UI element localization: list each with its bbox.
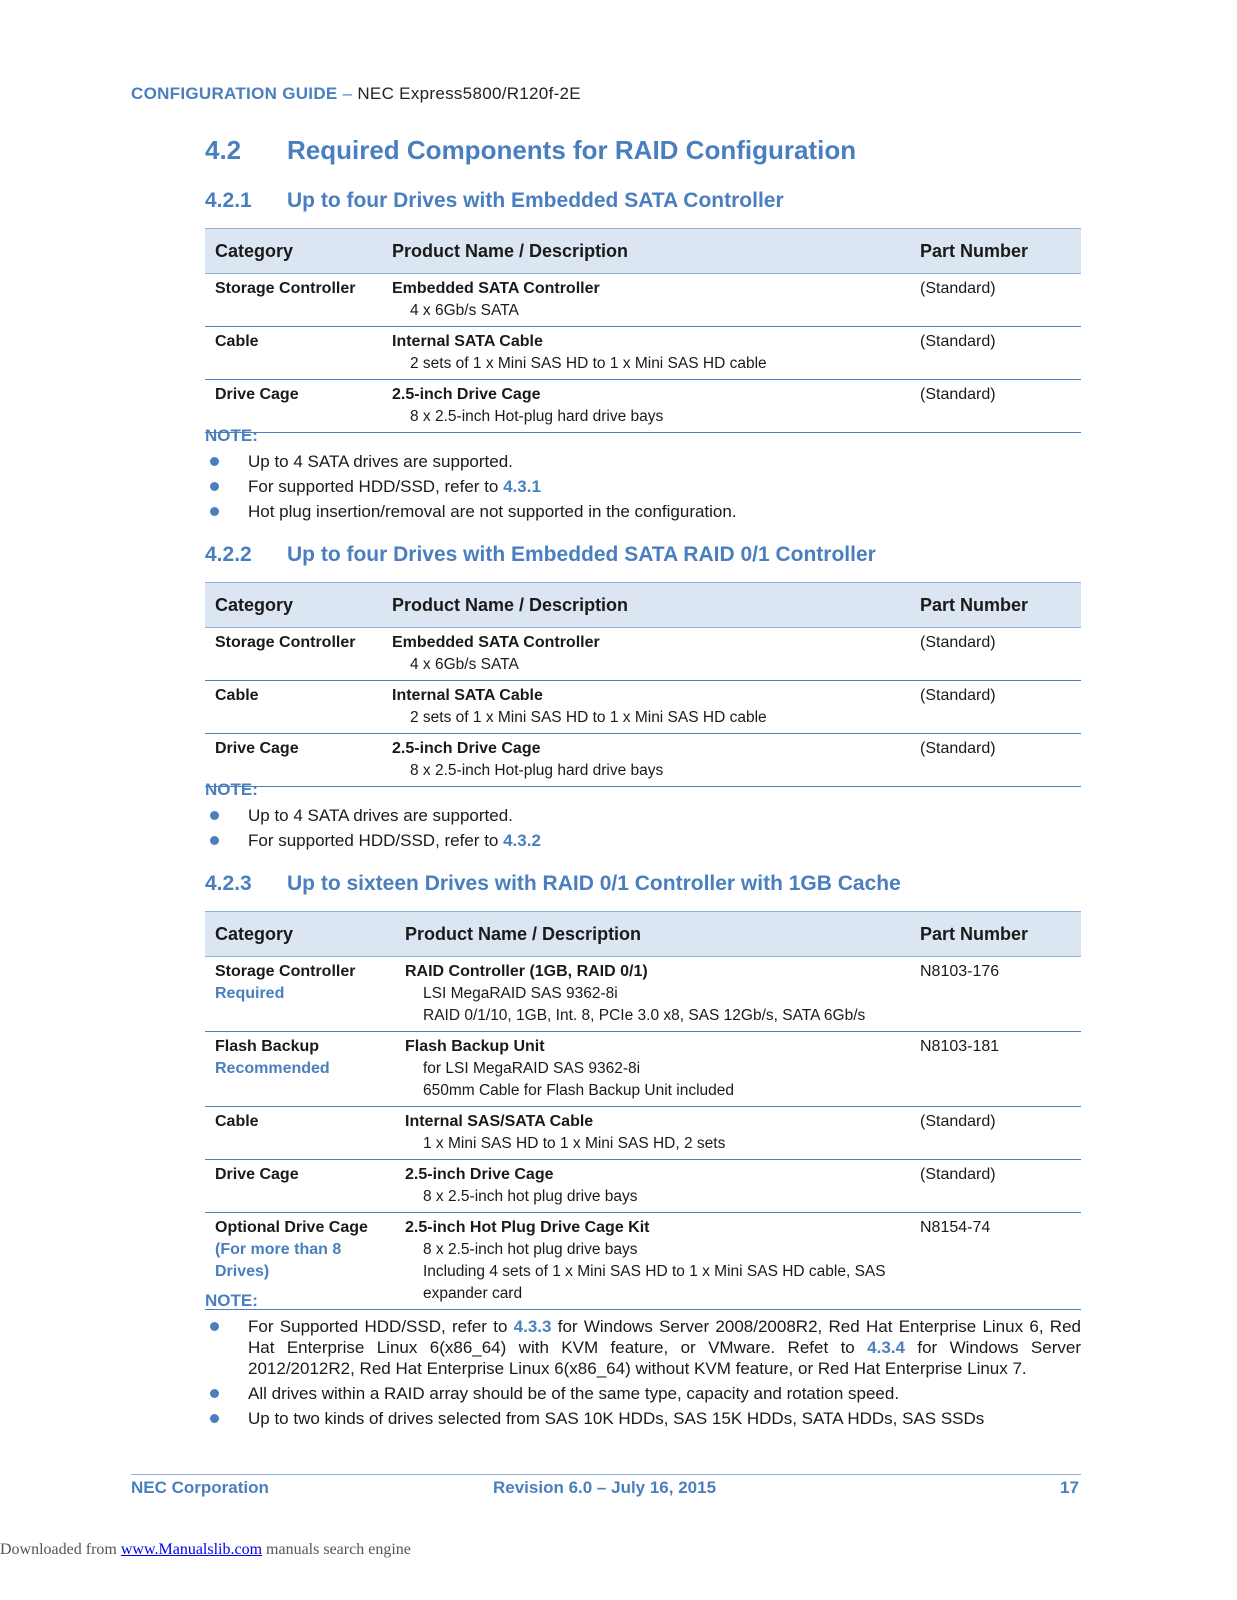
row-part-number: (Standard) <box>910 327 1081 380</box>
row-product <box>382 628 910 681</box>
product-title: 2.5-inch Drive Cage <box>392 386 541 403</box>
bullet-icon <box>210 811 219 820</box>
bullet-icon <box>210 1414 219 1423</box>
row-part-number: (Standard) <box>910 1160 1081 1213</box>
list-item: For supported HDD/SSD, refer to 4.3.1 <box>205 476 1081 497</box>
bullet-icon <box>210 1389 219 1398</box>
section-number: 4.2 <box>205 135 242 165</box>
list-item: Up to two kinds of drives selected from SAS 10K HDDs, SAS 15K HDDs, SATA HDDs, SAS SSDs <box>205 1408 1081 1429</box>
section-ref-link[interactable]: 4.3.4 <box>867 1338 905 1357</box>
header-dash: – <box>337 84 358 103</box>
subsection-heading-422 <box>205 543 876 567</box>
row-part-number: (Standard) <box>910 380 1081 433</box>
product-desc: 4 x 6Gb/s SATA <box>410 302 519 319</box>
table-row <box>205 1213 1081 1310</box>
row-category: Cable <box>205 327 382 380</box>
guide-label: CONFIGURATION GUIDE <box>131 84 338 103</box>
config-table-423 <box>205 911 1081 1310</box>
row-part-number: (Standard) <box>910 1107 1081 1160</box>
product-title: RAID Controller (1GB, RAID 0/1) <box>405 963 648 980</box>
manualslib-link[interactable]: www.Manualslib.com <box>120 1541 263 1558</box>
row-product <box>382 327 910 380</box>
table-row <box>205 1032 1081 1107</box>
bullet-icon <box>210 482 219 491</box>
row-category: Cable <box>205 1107 395 1160</box>
row-category: Drive Cage <box>205 734 382 787</box>
list-item: Up to 4 SATA drives are supported. <box>205 451 1081 472</box>
product-desc: 8 x 2.5-inch Hot-plug hard drive bays <box>410 762 664 779</box>
row-product <box>395 1107 910 1160</box>
col-category: Category <box>205 912 395 957</box>
row-product <box>382 380 910 433</box>
row-category: Flash Backup Recommended <box>205 1032 395 1107</box>
subsection-number: 4.2.3 <box>205 872 252 895</box>
download-banner: Downloaded from www.Manualslib.com manuals search engine <box>0 1541 411 1558</box>
row-product <box>382 274 910 327</box>
row-part-number: (Standard) <box>910 274 1081 327</box>
category-qualifier: (For more than 8 Drives) <box>215 1241 342 1280</box>
row-product <box>382 681 910 734</box>
list-item: All drives within a RAID array should be of the same type, capacity and rotation speed. <box>205 1383 1081 1404</box>
config-table-421 <box>205 228 1081 433</box>
row-category: Storage Controller <box>205 274 382 327</box>
table-row <box>205 327 1081 380</box>
table-header-row <box>205 583 1081 628</box>
note-label: NOTE: <box>205 426 258 445</box>
bullet-icon <box>210 457 219 466</box>
product-title: 2.5-inch Drive Cage <box>392 740 541 757</box>
note-list-423 <box>205 1316 1081 1433</box>
row-part-number: (Standard) <box>910 734 1081 787</box>
product-title: 2.5-inch Hot Plug Drive Cage Kit <box>405 1219 650 1236</box>
list-item: For Supported HDD/SSD, refer to 4.3.3 for Windows Server 2008/2008R2, Red Hat Enterprise Linux 6, Red Hat Enterprise Linux 6(x86_64) with KVM feature, or VMware. Refet to 4.3.4 for Windows Server 2012/2012R2, Red Hat Enterprise Linux 6(x86_64) without KVM feature, or Red Hat Enterprise Linux 7. <box>205 1316 1081 1379</box>
product-desc: Including 4 sets of 1 x Mini SAS HD to 1 x Mini SAS HD cable, SAS expander card <box>423 1263 886 1302</box>
table-row <box>205 1107 1081 1160</box>
footer-divider <box>131 1474 1081 1475</box>
row-part-number: N8103-181 <box>910 1032 1081 1107</box>
table-row <box>205 628 1081 681</box>
table-row <box>205 380 1081 433</box>
subsection-title: Up to sixteen Drives with RAID 0/1 Controller with 1GB Cache <box>287 872 901 895</box>
row-product <box>395 1213 910 1310</box>
product-desc: RAID 0/1/10, 1GB, Int. 8, PCIe 3.0 x8, SAS 12Gb/s, SATA 6Gb/s <box>423 1007 866 1024</box>
page-number: 17 <box>1060 1478 1079 1497</box>
product-desc: 1 x Mini SAS HD to 1 x Mini SAS HD, 2 sets <box>423 1135 726 1152</box>
bullet-icon <box>210 1322 219 1331</box>
section-title: Required Components for RAID Configuration <box>287 135 857 165</box>
table-row <box>205 681 1081 734</box>
table-header-row <box>205 229 1081 274</box>
product-title: Embedded SATA Controller <box>392 280 600 297</box>
col-part: Part Number <box>910 583 1081 628</box>
subsection-number: 4.2.1 <box>205 189 252 212</box>
product-title: 2.5-inch Drive Cage <box>405 1166 554 1183</box>
section-heading <box>205 135 856 166</box>
footer-company: NEC Corporation <box>131 1478 269 1497</box>
table-header-row <box>205 912 1081 957</box>
table-row <box>205 734 1081 787</box>
col-part: Part Number <box>910 229 1081 274</box>
row-category: Drive Cage <box>205 1160 395 1213</box>
product-desc: 2 sets of 1 x Mini SAS HD to 1 x Mini SAS HD cable <box>410 709 767 726</box>
section-ref-link[interactable]: 4.3.1 <box>503 477 541 496</box>
section-ref-link[interactable]: 4.3.3 <box>513 1317 552 1336</box>
footer-revision: Revision 6.0 – July 16, 2015 <box>493 1478 717 1497</box>
category-qualifier: Required <box>215 985 285 1002</box>
note-label: NOTE: <box>205 780 258 799</box>
subsection-heading-421 <box>205 189 784 213</box>
subsection-heading-423 <box>205 872 901 896</box>
row-category: Cable <box>205 681 382 734</box>
col-category: Category <box>205 583 382 628</box>
product-desc: 8 x 2.5-inch Hot-plug hard drive bays <box>410 408 664 425</box>
section-ref-link[interactable]: 4.3.2 <box>503 831 541 850</box>
product-title: Flash Backup Unit <box>405 1038 545 1055</box>
product-desc: for LSI MegaRAID SAS 9362-8i <box>423 1060 641 1077</box>
product-title: Internal SATA Cable <box>392 333 543 350</box>
row-category: Storage Controller <box>205 628 382 681</box>
list-item: Up to 4 SATA drives are supported. <box>205 805 1081 826</box>
col-part: Part Number <box>910 912 1081 957</box>
category-qualifier: Recommended <box>215 1060 330 1077</box>
row-product <box>395 1032 910 1107</box>
col-product: Product Name / Description <box>382 229 910 274</box>
row-category: Storage Controller Required <box>205 957 395 1032</box>
subsection-title: Up to four Drives with Embedded SATA Controller <box>287 189 784 212</box>
product-desc: 2 sets of 1 x Mini SAS HD to 1 x Mini SAS HD cable <box>410 355 767 372</box>
note-list-422 <box>205 805 1081 855</box>
row-part-number: (Standard) <box>910 628 1081 681</box>
note-list-421 <box>205 451 1081 526</box>
product-desc: LSI MegaRAID SAS 9362-8i <box>423 985 618 1002</box>
list-item: Hot plug insertion/removal are not supported in the configuration. <box>205 501 1081 522</box>
product-desc: 650mm Cable for Flash Backup Unit included <box>423 1082 735 1099</box>
product-desc: 8 x 2.5-inch hot plug drive bays <box>423 1188 638 1205</box>
row-part-number: (Standard) <box>910 681 1081 734</box>
list-item: For supported HDD/SSD, refer to 4.3.2 <box>205 830 1081 851</box>
table-row <box>205 274 1081 327</box>
row-category: Optional Drive Cage (For more than 8 Drives) <box>205 1213 395 1310</box>
row-product <box>395 957 910 1032</box>
row-product <box>382 734 910 787</box>
product-title: Embedded SATA Controller <box>392 634 600 651</box>
row-part-number: N8154-74 <box>910 1213 1081 1310</box>
config-table-422 <box>205 582 1081 787</box>
col-product: Product Name / Description <box>382 583 910 628</box>
product-name: NEC Express5800/R120f-2E <box>357 84 581 103</box>
row-product <box>395 1160 910 1213</box>
subsection-number: 4.2.2 <box>205 543 252 566</box>
product-desc: 4 x 6Gb/s SATA <box>410 656 519 673</box>
note-label: NOTE: <box>205 1291 258 1310</box>
page-header <box>131 84 581 104</box>
bullet-icon <box>210 507 219 516</box>
col-product: Product Name / Description <box>395 912 910 957</box>
product-desc: 8 x 2.5-inch hot plug drive bays <box>423 1241 638 1258</box>
bullet-icon <box>210 836 219 845</box>
product-title: Internal SAS/SATA Cable <box>405 1113 594 1130</box>
table-row <box>205 1160 1081 1213</box>
row-part-number: N8103-176 <box>910 957 1081 1032</box>
table-row <box>205 957 1081 1032</box>
col-category: Category <box>205 229 382 274</box>
row-category: Drive Cage <box>205 380 382 433</box>
product-title: Internal SATA Cable <box>392 687 543 704</box>
subsection-title: Up to four Drives with Embedded SATA RAID 0/1 Controller <box>287 543 876 566</box>
